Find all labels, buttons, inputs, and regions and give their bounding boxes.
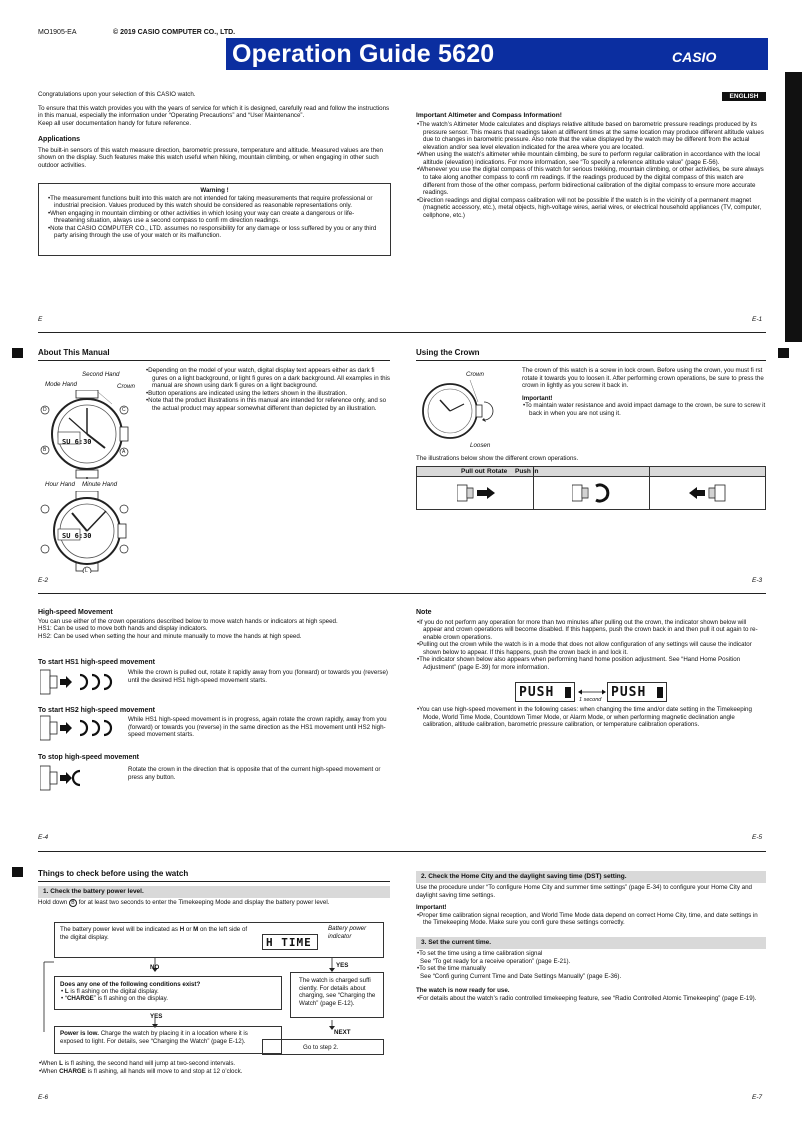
step1-bar: 1. Check the battery power level.: [38, 886, 390, 898]
about-heading: About This Manual: [38, 348, 110, 357]
crown-push-icon: [687, 481, 727, 505]
cond1-b: L: [64, 988, 69, 995]
label-loosen: Loosen: [470, 442, 491, 449]
heading-rule: [38, 360, 390, 361]
foot1-a: When: [41, 1060, 60, 1067]
flow-text-b: on the left side of the digital display.: [60, 926, 248, 941]
step1-text: [38, 899, 390, 907]
foot2-a: When: [41, 1067, 60, 1075]
crown-watch-illustration: [418, 378, 498, 444]
hs-heading: High-speed Movement: [38, 609, 113, 616]
hs-text-1: You can use either of the crown operations described below to move watch hands or indicators at high speed.: [38, 617, 338, 625]
copyright: © 2019 CASIO COMPUTER CO., LTD.: [113, 29, 236, 36]
applications-heading: Applications: [38, 136, 81, 144]
casio-logo: CASIO: [672, 49, 717, 65]
cond2-b: CHARGE: [66, 995, 94, 1002]
label-crown: Crown: [117, 383, 135, 390]
crown-heading: Using the Crown: [416, 348, 480, 357]
low-title: Power is low.: [60, 1030, 99, 1037]
yes2-label: YES: [150, 1013, 163, 1020]
flow-h: H: [179, 926, 185, 933]
flow-box-next: [262, 1039, 384, 1055]
cond1-c: is fl ashing on the digital display.: [68, 988, 159, 995]
flow-box-conditions: [54, 976, 282, 1010]
lcd-time-1: SU 6:30: [62, 438, 92, 446]
intro-2: To ensure that this watch provides you with the years of service for which it is designed, carefully read and follow the instructions in this manual, especially the information under “Operating Precautions” and “User Maintenance”.: [38, 104, 390, 120]
table-header-pull: Pull out: [461, 468, 485, 475]
crown-glyph-icon: [565, 687, 571, 698]
doc-code: MO1905-EA: [38, 29, 77, 36]
conditions-title: Does any one of the following conditions exist?: [60, 981, 201, 988]
page-number: E-1: [752, 316, 763, 323]
manual-note: • Depending on the model of your watch, digital display text appears either as dark fi gures on a light background, or light fi gures on a dark background. All examples in this manual are shown using dark fi gures on a light background.: [145, 367, 390, 390]
applications-text: The built-in sensors of this watch measure direction, barometric pressure, temperature and altitude. Measured values are then shown on the display. Such features make this watch useful when hiking, mountain climbing, or when engaging in other such outdoor activities.: [38, 146, 383, 169]
warning-item: • When engaging in mountain climbing or other activities in which losing your way can create a dangerous or life-threatening situation, always use a second compass to confi rm direction readings.: [47, 210, 384, 225]
page-number: E-7: [752, 1094, 763, 1101]
heading-rule: [38, 881, 390, 882]
label-minute-hand: Minute Hand: [82, 481, 118, 488]
step3-item: • To set the time manually: [416, 965, 766, 973]
next-label: NEXT: [334, 1029, 351, 1036]
go-step2: Go to step 2.: [303, 1044, 339, 1051]
double-arrow-icon: [578, 688, 606, 696]
page-number: E-4: [38, 834, 49, 841]
crown-important-item: • To maintain water resistance and avoid impact damage to the crown, be sure to screw it back in when you are not using it.: [522, 402, 766, 417]
section-marker: [12, 867, 23, 877]
warning-item: • The measurement functions built into this watch are not intended for taking measurements that require professional or industrial precision. Values produced by this watch should be considered as reasonable representations only.: [47, 195, 384, 210]
section-marker: [12, 348, 23, 358]
button-b-icon: B: [69, 899, 77, 907]
divider: [38, 593, 766, 594]
hs1-text: While the crown is pulled out, rotate it rapidly away from you (forward) or towards you (reverse) until the desired HS1 high-speed movement starts.: [128, 669, 388, 684]
step1-text-a: Hold down: [38, 899, 69, 906]
important-item-2: • Proper time calibration signal reception, and World Time Mode data depend on correct Home City, time, and date settings in the Timekeeping Mode. Make sure you confi gure these settings correctly.: [416, 912, 766, 927]
step1-text-b: for at least two seconds to enter the Timekeeping Mode and display the battery power level.: [76, 899, 330, 906]
note-item: • The indicator shown below also appears when performing hand home position adjustment. See “Hand Home Position Adjustment” (page E-39) for more information.: [416, 656, 766, 671]
lcd-battery: [262, 934, 318, 950]
battery-indicator-label: Battery power indicator: [328, 925, 367, 940]
foot2-c: is fl ashing, all hands will move to and stop at 12 o’clock.: [85, 1067, 243, 1075]
crown-text: The crown of this watch is a screw in lock crown. Before using the crown, you must fi rst rotate it towards you to loosen it. After performing crown operations, be sure to press the crown in lightly as you screw it back in.: [522, 367, 764, 390]
warning-item: • Note that CASIO COMPUTER CO., LTD. assumes no responsibility for any damage or loss suffered by you or any third party arising through the use of your watch or its malfunction.: [47, 225, 384, 240]
flow-m: M: [193, 926, 199, 933]
important-item: • The watch’s Altimeter Mode calculates and displays relative altitude based on barometric pressure readings produced by its pressure sensor. This means that readings taken at different times at the same location may produce different altitude values due to changes in barometric pressure. Also note that the value displayed by the watch may be different from the actual elevation and/or sea level elevation indicated for the area where you are located.: [416, 121, 766, 151]
step2-text: Use the procedure under “To configure Home City and summer time settings” (page E-34) to configure your Home City and daylight saving time settings.: [416, 884, 752, 899]
lcd-time-2: SU 6:30: [62, 532, 92, 540]
note-item: • Pulling out the crown while the watch is in a mode that does not allow configuration of any settings will cause the indicator shown below to appear. If this happens, push the crown back in and lock it.: [416, 641, 766, 656]
flow-box-low: [54, 1026, 282, 1054]
step3-bar: 3. Set the current time.: [416, 937, 766, 949]
step3-ref: See “Confi guring Current Time and Date Settings Manually” (page E-36).: [420, 972, 622, 980]
section-marker: [778, 348, 789, 358]
hs2-heading: To start HS2 high-speed movement: [38, 707, 155, 714]
page-number: E-2: [38, 577, 49, 584]
label-hour-hand: Hour Hand: [45, 481, 75, 488]
hs2-text: While HS1 high-speed movement is in progress, again rotate the crown rapidly, away from you (forward) or towards you (reverse) in the same direction as the HS1 movement until HS2 high-speed movement starts.: [128, 716, 387, 739]
manual-note: • Note that the product illustrations in this manual are intended for reference only, and so the actual product may appear somewhat different than depicted by an illustration.: [145, 397, 390, 412]
heading-rule: [416, 360, 766, 361]
stop-heading: To stop high-speed movement: [38, 754, 139, 761]
page-title: Operation Guide 5620: [232, 40, 495, 68]
condition-item: [60, 995, 168, 1003]
warning-title: Warning !: [200, 187, 229, 194]
warning-box: [38, 183, 391, 256]
important-item: • When using the watch’s altimeter while mountain climbing, be sure to perform regular calibration in accordance with the local altitude (elevation) indications. For more information, see “To specify a reference altitude value” (page E-56).: [416, 151, 766, 166]
button-d-label: D: [43, 407, 47, 413]
crown-ops-table: [416, 466, 766, 510]
page-number: E: [38, 316, 43, 323]
lcd-caption: 1 second: [579, 697, 602, 703]
cond2-a: “: [64, 995, 67, 1002]
important-heading: Important Altimeter and Compass Information!: [416, 112, 562, 119]
stop-crown-icon: [40, 764, 100, 792]
important-item: • Direction readings and digital compass calibration will not be possible if the watch is in the vicinity of a permanent magnet (magnetic accessory, etc.), metal objects, high-voltage wires, aerial wires, or electrical household appliances (TV, computer, cellphone, etc.): [416, 197, 766, 220]
stop-text: Rotate the crown in the direction that is opposite that of the current high-speed movement or press any button.: [128, 766, 381, 781]
hs2-crown-icon: [40, 714, 120, 742]
crown-pull-icon: [457, 481, 497, 505]
divider: [38, 332, 766, 333]
note-item-last: • You can use high-speed movement in the following cases: when changing the time and/or date setting in the Timekeeping Mode, World Time Mode, Countdown Timer Mode, or Alarm Mode, or when performing magnetic declination angle calibration, altitude calibration, barometric pressure calibration, or temperature calibration operations.: [416, 706, 766, 729]
divider: [38, 851, 766, 852]
flow-box-charged: [290, 972, 384, 1018]
button-b-label: B: [43, 447, 47, 453]
ready-heading: The watch is now ready for use.: [416, 987, 510, 995]
step3-ref: See “To get ready for a receive operation” (page E-21).: [420, 957, 571, 965]
lcd-battery-text: H TIME: [266, 936, 312, 949]
foot2-b: CHARGE: [59, 1067, 86, 1075]
label-mode-hand: Mode Hand: [45, 381, 77, 388]
low-body: Charge the watch by placing it in a location where it is exposed to light. For details, see “Charging the Watch” (page E-12).: [60, 1030, 248, 1045]
language-tag: ENGLISH: [722, 92, 766, 101]
yes-label: YES: [336, 962, 349, 969]
illus-caption: The illustrations below show the different crown operations.: [416, 455, 579, 462]
table-header-push: Push in: [515, 468, 539, 475]
step2-bar: 2. Check the Home City and the daylight saving time (DST) setting.: [416, 871, 766, 883]
manual-note: • Button operations are indicated using the letters shown in the illustration.: [145, 390, 390, 398]
crown-glyph-icon: [657, 687, 663, 698]
no-label: NO: [150, 964, 160, 971]
lcd-push-right-text: PUSH: [611, 685, 647, 700]
step3-item: • To set the time using a time calibration signal: [416, 950, 766, 958]
table-header-rotate: Rotate: [487, 468, 508, 475]
note-heading: Note: [416, 609, 432, 616]
crown-rotate-icon: [572, 481, 612, 505]
foot-item: [38, 1060, 390, 1068]
low-text: [60, 1030, 260, 1045]
intro-1: Congratulations upon your selection of this CASIO watch.: [38, 91, 196, 98]
crown-important-label: Important!: [522, 394, 553, 402]
label-second-hand: Second Hand: [82, 371, 120, 378]
things-heading: Things to check before using the watch: [38, 869, 189, 878]
foot-item: [38, 1068, 390, 1076]
page-number: E-6: [38, 1094, 49, 1101]
watch-illustration-top: [40, 390, 140, 480]
button-a-label: A: [122, 449, 126, 455]
flow-text-a: The battery power level will be indicated as: [60, 926, 180, 933]
flow-or: or: [184, 926, 194, 933]
flow-box-battery-text: [60, 926, 250, 941]
hs1-crown-icon: [40, 668, 120, 696]
hs1-heading: To start HS1 high-speed movement: [38, 659, 155, 666]
note-item: • If you do not perform any operation for more than two minutes after pulling out the crown, the indicator shown below will appear and crown operations will become disabled. If this happens, push the crown back in and then pull it out again to re-enable crown operations.: [416, 619, 766, 642]
cond2-c: ” is fl ashing on the display.: [93, 995, 168, 1002]
charged-text: The watch is charged suffi ciently. For details about charging, see “Charging the Watch” (page E-12).: [299, 977, 376, 1007]
button-c-label: C: [122, 407, 126, 413]
important-item: • Whenever you use the digital compass of this watch for serious trekking, mountain climbing, or other activities, be sure always to take along another compass to confi rm readings. If the readings produced by the digital compass of this watch are different from those of the other compass, perform bidirectional calibration of the digital compass to ensure more accurate readings.: [416, 166, 766, 196]
black-edge-top: [785, 72, 802, 342]
hs-text-2: HS1: Can be used to move both hands and display indicators.: [38, 625, 208, 633]
intro-3: Keep all user documentation handy for future reference.: [38, 119, 192, 127]
lcd-push-left-text: PUSH: [519, 685, 555, 700]
important-label-2: Important!: [416, 904, 447, 912]
ready-item: • For details about the watch’s radio controlled timekeeping feature, see “Radio Controlled Atomic Timekeeping” (page E-19).: [416, 995, 766, 1003]
button-l-label: L: [85, 568, 88, 574]
label-crown-2: Crown: [466, 371, 484, 378]
page-number: E-5: [752, 834, 763, 841]
lcd-push-right: [607, 682, 667, 702]
page-number: E-3: [752, 577, 763, 584]
foot1-c: is fl ashing, the second hand will jump at two-second intervals.: [62, 1060, 236, 1067]
hs-text-3: HS2: Can be used when setting the hour and minute manually to move the hands at high speed.: [38, 632, 302, 640]
lcd-push-left: [515, 682, 575, 702]
foot1-b: L: [59, 1060, 63, 1067]
